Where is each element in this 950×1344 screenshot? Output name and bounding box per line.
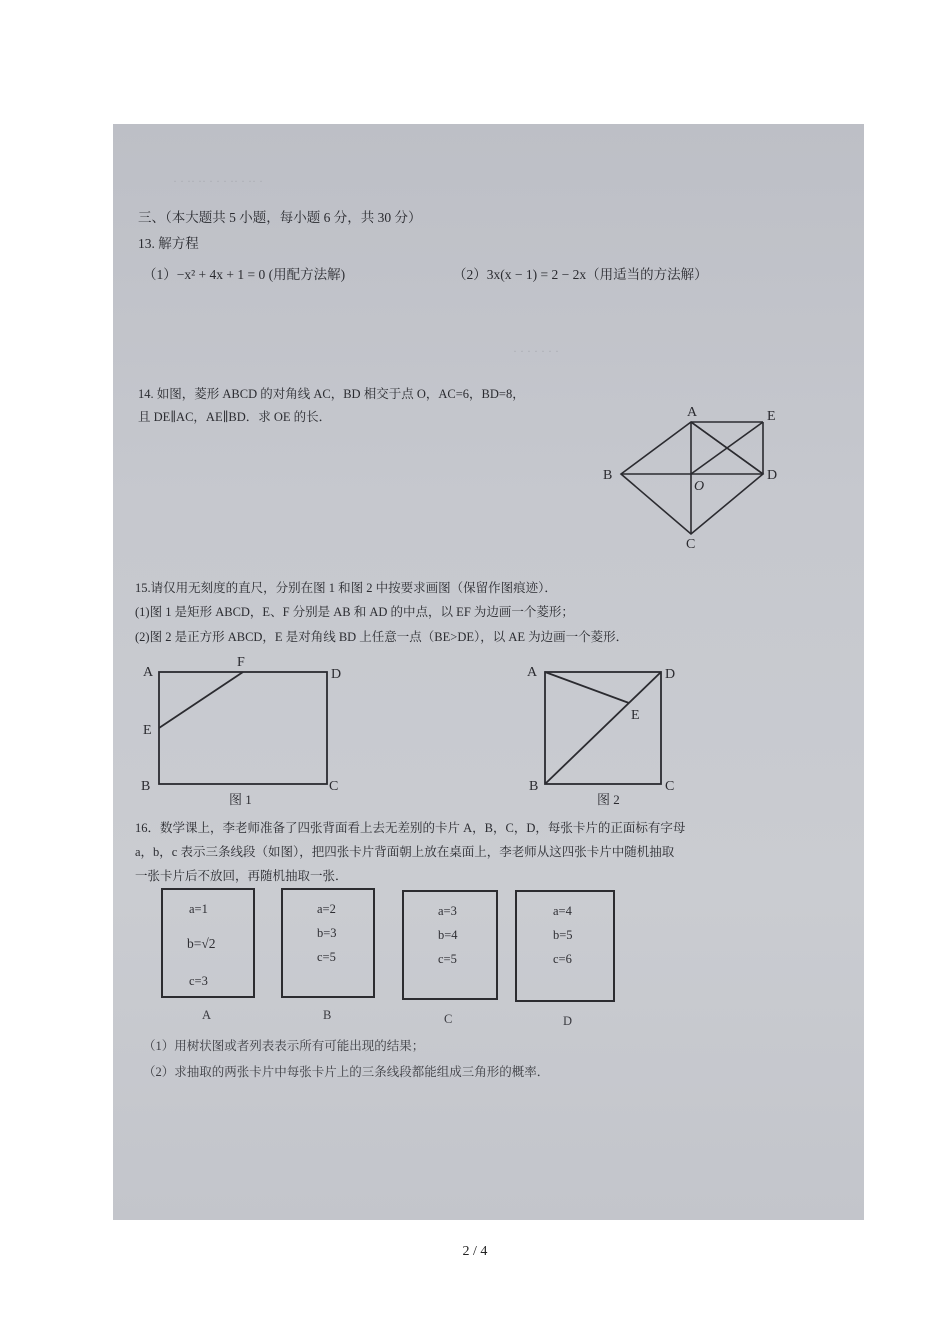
segment-EF bbox=[159, 672, 243, 728]
question-13-part-1: （1）−x² + 4x + 1 = 0 (用配方法解) bbox=[143, 267, 346, 282]
bleed-through-text: · · · · · · · bbox=[513, 344, 559, 358]
question-13-part-2: （2）3x(x − 1) = 2 − 2x（用适当的方法解） bbox=[453, 267, 708, 282]
label-E: E bbox=[767, 409, 776, 424]
diagonal-BD bbox=[545, 672, 661, 784]
fig1-caption: 图 1 bbox=[229, 792, 252, 807]
fig1-label-E: E bbox=[143, 723, 152, 738]
question-15-line-2: (1)图 1 是矩形 ABCD，E、F 分别是 AB 和 AD 的中点，以 EF 为边画一个菱形； bbox=[135, 605, 574, 619]
card-D-caption: D bbox=[563, 1014, 573, 1028]
fig2-label-A: A bbox=[527, 665, 538, 680]
card-B-caption: B bbox=[323, 1008, 332, 1022]
card-B-c: c=5 bbox=[317, 950, 336, 964]
question-16-line-1: 16．数学课上，李老师准备了四张背面看上去无差别的卡片 A，B，C，D，每张卡片的正面标有字母 bbox=[135, 821, 686, 835]
rhombus-ABCD bbox=[621, 422, 763, 534]
card-B-a: a=2 bbox=[317, 902, 336, 916]
fig1-label-D: D bbox=[331, 667, 342, 682]
card-A-a: a=1 bbox=[189, 902, 208, 916]
fig1-label-C: C bbox=[329, 779, 339, 794]
segment-AE bbox=[545, 672, 629, 703]
card-C-c: c=5 bbox=[438, 952, 457, 966]
card-A-caption: A bbox=[202, 1008, 212, 1022]
figure-2-square bbox=[515, 652, 705, 812]
card-D-c: c=6 bbox=[553, 952, 572, 966]
fig2-label-C: C bbox=[665, 779, 675, 794]
question-16-line-2: a，b，c 表示三条线段（如图），把四张卡片背面朝上放在桌面上，李老师从这四张卡片中随机抽取 bbox=[135, 845, 675, 859]
question-16-sub-2: （2）求抽取的两张卡片中每张卡片上的三条线段都能组成三角形的概率． bbox=[143, 1065, 550, 1079]
card-D bbox=[515, 890, 615, 1002]
question-14-line-1: 14. 如图，菱形 ABCD 的对角线 AC，BD 相交于点 O，AC=6，BD=8， bbox=[138, 387, 525, 401]
question-15-line-1: 15.请仅用无刻度的直尺，分别在图 1 和图 2 中按要求画图（保留作图痕迹）． bbox=[135, 581, 557, 595]
figure-1-rectangle bbox=[133, 652, 363, 812]
section-heading: 三、（本大题共 5 小题，每小题 6 分，共 30 分） bbox=[138, 210, 422, 225]
card-B bbox=[281, 888, 375, 998]
rhombus-diagram bbox=[593, 400, 793, 550]
fig1-label-A: A bbox=[143, 665, 154, 680]
card-C-caption: C bbox=[444, 1012, 453, 1026]
question-14-line-2: 且 DE∥AC，AE∥BD．求 OE 的长． bbox=[138, 410, 332, 424]
fig2-label-E: E bbox=[631, 708, 640, 723]
label-O: O bbox=[694, 479, 705, 494]
card-A-c: c=3 bbox=[189, 974, 208, 988]
question-16-sub-1: （1）用树状图或者列表表示所有可能出现的结果； bbox=[143, 1039, 425, 1053]
scanned-page-photo bbox=[113, 124, 864, 1220]
question-13-title: 13. 解方程 bbox=[138, 236, 199, 251]
label-B: B bbox=[603, 468, 613, 483]
label-C: C bbox=[686, 537, 696, 550]
card-D-b: b=5 bbox=[553, 928, 573, 942]
card-A-b: b=√2 bbox=[187, 936, 216, 951]
card-A bbox=[161, 888, 255, 998]
fig1-label-F: F bbox=[237, 655, 245, 670]
card-C bbox=[402, 890, 498, 1000]
fig2-label-D: D bbox=[665, 667, 676, 682]
card-C-b: b=4 bbox=[438, 928, 458, 942]
label-A: A bbox=[687, 405, 698, 420]
question-15-line-3: (2)图 2 是正方形 ABCD，E 是对角线 BD 上任意一点（BE>DE），以 AE 为边画一个菱形． bbox=[135, 630, 629, 644]
card-C-a: a=3 bbox=[438, 904, 457, 918]
fig1-label-B: B bbox=[141, 779, 151, 794]
label-D: D bbox=[767, 468, 778, 483]
bleed-through-text: · · ·· ·· · · · ·· · ·· · bbox=[173, 174, 263, 188]
fig2-label-B: B bbox=[529, 779, 539, 794]
page-number: 2 / 4 bbox=[462, 1244, 488, 1259]
question-16-line-3: 一张卡片后不放回，再随机抽取一张． bbox=[135, 869, 348, 883]
card-D-a: a=4 bbox=[553, 904, 572, 918]
fig2-caption: 图 2 bbox=[597, 792, 620, 807]
rectangle-ABCD bbox=[159, 672, 327, 784]
card-B-b: b=3 bbox=[317, 926, 337, 940]
